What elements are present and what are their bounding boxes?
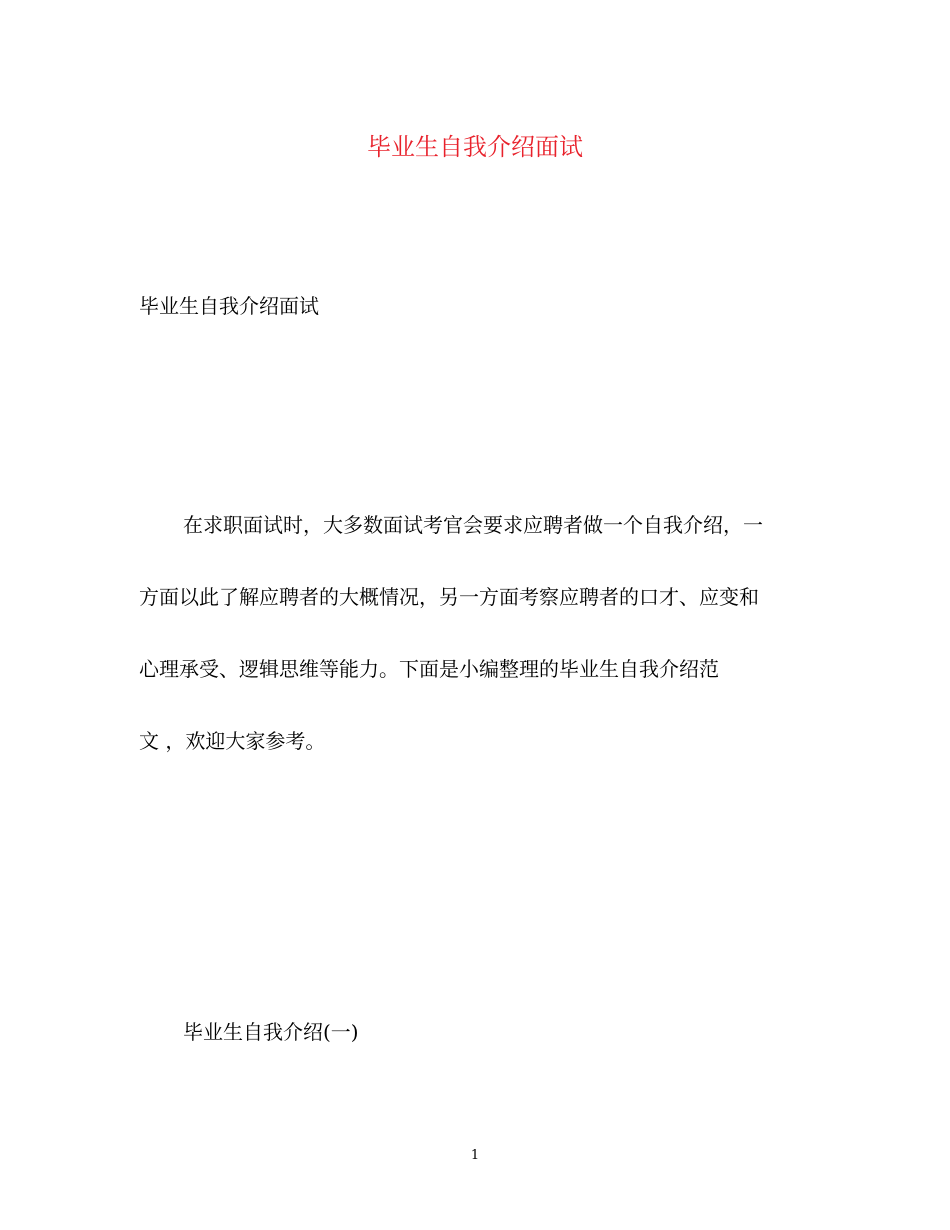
section-heading: 毕业生自我介绍(一) xyxy=(183,1020,359,1044)
document-subtitle: 毕业生自我介绍面试 xyxy=(139,294,319,318)
paragraph-line: 在求职面试时，大多数面试考官会要求应聘者做一个自我介绍，一 xyxy=(183,513,763,537)
paragraph-line: 心理承受、逻辑思维等能力。下面是小编整理的毕业生自我介绍范 xyxy=(139,657,719,681)
paragraph-line: 方面以此了解应聘者的大概情况，另一方面考察应聘者的口才、应变和 xyxy=(139,585,759,609)
page-number: 1 xyxy=(470,1148,480,1163)
paragraph-line: 文 ，欢迎大家参考。 xyxy=(139,729,326,753)
document-title: 毕业生自我介绍面试 xyxy=(367,133,583,161)
